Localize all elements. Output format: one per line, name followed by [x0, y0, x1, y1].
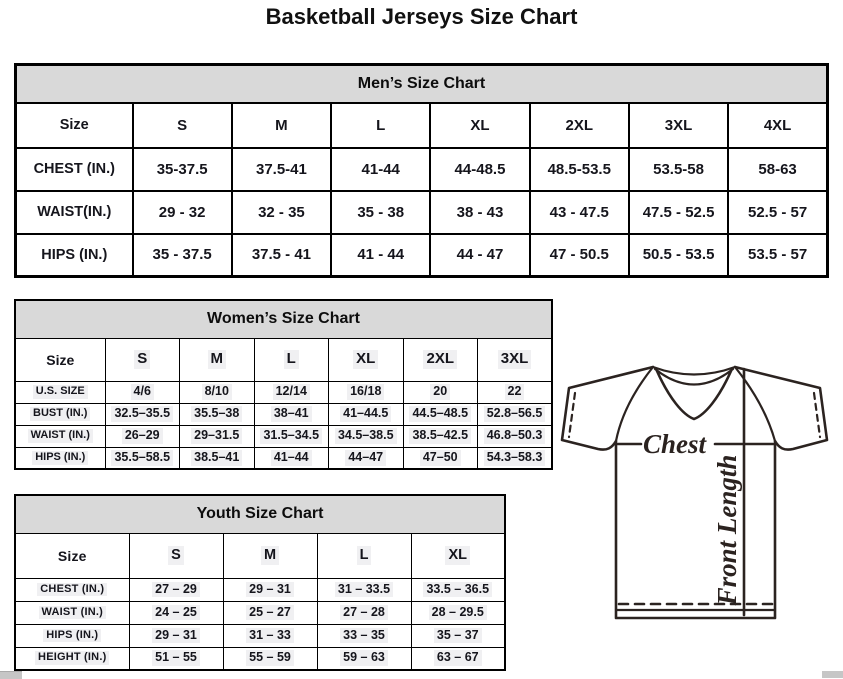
measurement-cell: 27 – 29 [129, 578, 223, 601]
measurement-cell: 31.5–34.5 [254, 425, 329, 447]
row-label: CHEST (IN.) [16, 148, 133, 191]
collar-curve-outer [653, 367, 735, 375]
size-header: Size [15, 338, 105, 381]
measurement-cell: 29 - 32 [133, 191, 232, 234]
column-header: 3XL [629, 103, 728, 148]
measurement-cell: 58-63 [728, 148, 827, 191]
measurement-cell: 38 - 43 [430, 191, 529, 234]
measurement-cell: 26–29 [105, 425, 180, 447]
measurement-cell: 32.5–35.5 [105, 403, 180, 425]
table-row [15, 425, 552, 447]
measurement-cell: 35 - 38 [331, 191, 430, 234]
measurement-cell: 63 – 67 [411, 647, 505, 670]
cuff-stitch-right [814, 393, 820, 437]
measurement-cell: 35.5–38 [180, 403, 255, 425]
measurement-cell: 51 – 55 [129, 647, 223, 670]
column-header: L [254, 338, 329, 381]
row-label: HEIGHT (IN.) [15, 647, 129, 670]
column-header: M [180, 338, 255, 381]
measurement-cell: 12/14 [254, 381, 329, 403]
table-row [15, 578, 505, 601]
measurement-cell: 47.5 - 52.5 [629, 191, 728, 234]
measurement-cell: 4/6 [105, 381, 180, 403]
measurement-cell: 25 – 27 [223, 601, 317, 624]
table-row [15, 495, 505, 533]
table-row [15, 403, 552, 425]
measurement-cell: 35 – 37 [411, 624, 505, 647]
column-header: M [223, 533, 317, 578]
column-header: 2XL [403, 338, 478, 381]
measurement-cell: 35-37.5 [133, 148, 232, 191]
measurement-cell: 41-44 [331, 148, 430, 191]
measurement-cell: 44-48.5 [430, 148, 529, 191]
measurement-cell: 22 [478, 381, 553, 403]
measurement-cell: 35 - 37.5 [133, 234, 232, 277]
measurement-cell: 41–44.5 [329, 403, 404, 425]
table-row [15, 647, 505, 670]
measurement-cell: 52.5 - 57 [728, 191, 827, 234]
measurement-cell: 47–50 [403, 447, 478, 469]
measurement-cell: 52.8–56.5 [478, 403, 553, 425]
measurement-cell: 44.5–48.5 [403, 403, 478, 425]
measurement-cell: 47 - 50.5 [530, 234, 629, 277]
column-header: M [232, 103, 331, 148]
measurement-cell: 41–44 [254, 447, 329, 469]
mens-table-title: Men’s Size Chart [16, 65, 828, 103]
row-label: CHEST (IN.) [15, 578, 129, 601]
table-row [16, 148, 828, 191]
measurement-cell: 44–47 [329, 447, 404, 469]
front-length-label: Front Length [712, 454, 742, 606]
column-header: XL [411, 533, 505, 578]
measurement-cell: 29 – 31 [223, 578, 317, 601]
column-header: 2XL [530, 103, 629, 148]
row-label: U.S. SIZE [15, 381, 105, 403]
measurement-cell: 35.5–58.5 [105, 447, 180, 469]
column-header: XL [430, 103, 529, 148]
womens-size-chart-table [14, 299, 553, 470]
measurement-cell: 34.5–38.5 [329, 425, 404, 447]
mens-size-chart-table [14, 63, 829, 278]
row-label: BUST (IN.) [15, 403, 105, 425]
measurement-cell: 38.5–42.5 [403, 425, 478, 447]
cuff-stitch-left [569, 393, 575, 437]
table-row [15, 338, 552, 381]
measurement-cell: 53.5 - 57 [728, 234, 827, 277]
measurement-cell: 8/10 [180, 381, 255, 403]
measurement-cell: 31 – 33.5 [317, 578, 411, 601]
measurement-cell: 33 – 35 [317, 624, 411, 647]
table-row [16, 234, 828, 277]
measurement-cell: 28 – 29.5 [411, 601, 505, 624]
table-row [15, 624, 505, 647]
womens-table-title: Women’s Size Chart [15, 300, 552, 338]
size-header: Size [15, 533, 129, 578]
column-header: 4XL [728, 103, 827, 148]
jersey-diagram-svg [557, 358, 832, 626]
sleeve-seam-right [735, 367, 775, 441]
column-header: S [129, 533, 223, 578]
measurement-cell: 37.5-41 [232, 148, 331, 191]
youth-size-chart-table [14, 494, 506, 671]
table-row [15, 447, 552, 469]
jersey-measurement-diagram [557, 358, 832, 626]
measurement-cell: 44 - 47 [430, 234, 529, 277]
column-header: XL [329, 338, 404, 381]
chest-label: Chest [643, 429, 707, 459]
column-header: L [317, 533, 411, 578]
measurement-cell: 48.5-53.5 [530, 148, 629, 191]
row-label: HIPS (IN.) [15, 447, 105, 469]
measurement-cell: 37.5 - 41 [232, 234, 331, 277]
measurement-cell: 55 – 59 [223, 647, 317, 670]
table-row [16, 191, 828, 234]
measurement-cell: 54.3–58.3 [478, 447, 553, 469]
measurement-cell: 38.5–41 [180, 447, 255, 469]
table-row [15, 300, 552, 338]
measurement-cell: 29–31.5 [180, 425, 255, 447]
table-row [16, 65, 828, 103]
measurement-cell: 59 – 63 [317, 647, 411, 670]
measurement-cell: 24 – 25 [129, 601, 223, 624]
measurement-cell: 38–41 [254, 403, 329, 425]
table-row [15, 601, 505, 624]
horizontal-scrollbar-fragment-right[interactable] [822, 671, 843, 678]
jersey-outline [562, 367, 827, 618]
column-header: 3XL [478, 338, 553, 381]
table-row [15, 381, 552, 403]
row-label: WAIST (IN.) [15, 425, 105, 447]
column-header: L [331, 103, 430, 148]
youth-table-title: Youth Size Chart [15, 495, 505, 533]
column-header: S [133, 103, 232, 148]
row-label: HIPS (IN.) [15, 624, 129, 647]
horizontal-scrollbar-fragment-left[interactable] [0, 671, 22, 679]
measurement-cell: 41 - 44 [331, 234, 430, 277]
row-label: HIPS (IN.) [16, 234, 133, 277]
table-row [15, 533, 505, 578]
measurement-cell: 53.5-58 [629, 148, 728, 191]
table-row [16, 103, 828, 148]
measurement-cell: 33.5 – 36.5 [411, 578, 505, 601]
measurement-cell: 50.5 - 53.5 [629, 234, 728, 277]
measurement-cell: 31 – 33 [223, 624, 317, 647]
row-label: WAIST (IN.) [15, 601, 129, 624]
size-header: Size [16, 103, 133, 148]
measurement-cell: 46.8–50.3 [478, 425, 553, 447]
measurement-cell: 43 - 47.5 [530, 191, 629, 234]
measurement-cell: 20 [403, 381, 478, 403]
page-title: Basketball Jerseys Size Chart [265, 4, 578, 29]
measurement-cell: 29 – 31 [129, 624, 223, 647]
row-label: WAIST(IN.) [16, 191, 133, 234]
measurement-cell: 16/18 [329, 381, 404, 403]
measurement-cell: 32 - 35 [232, 191, 331, 234]
measurement-cell: 27 – 28 [317, 601, 411, 624]
column-header: S [105, 338, 180, 381]
